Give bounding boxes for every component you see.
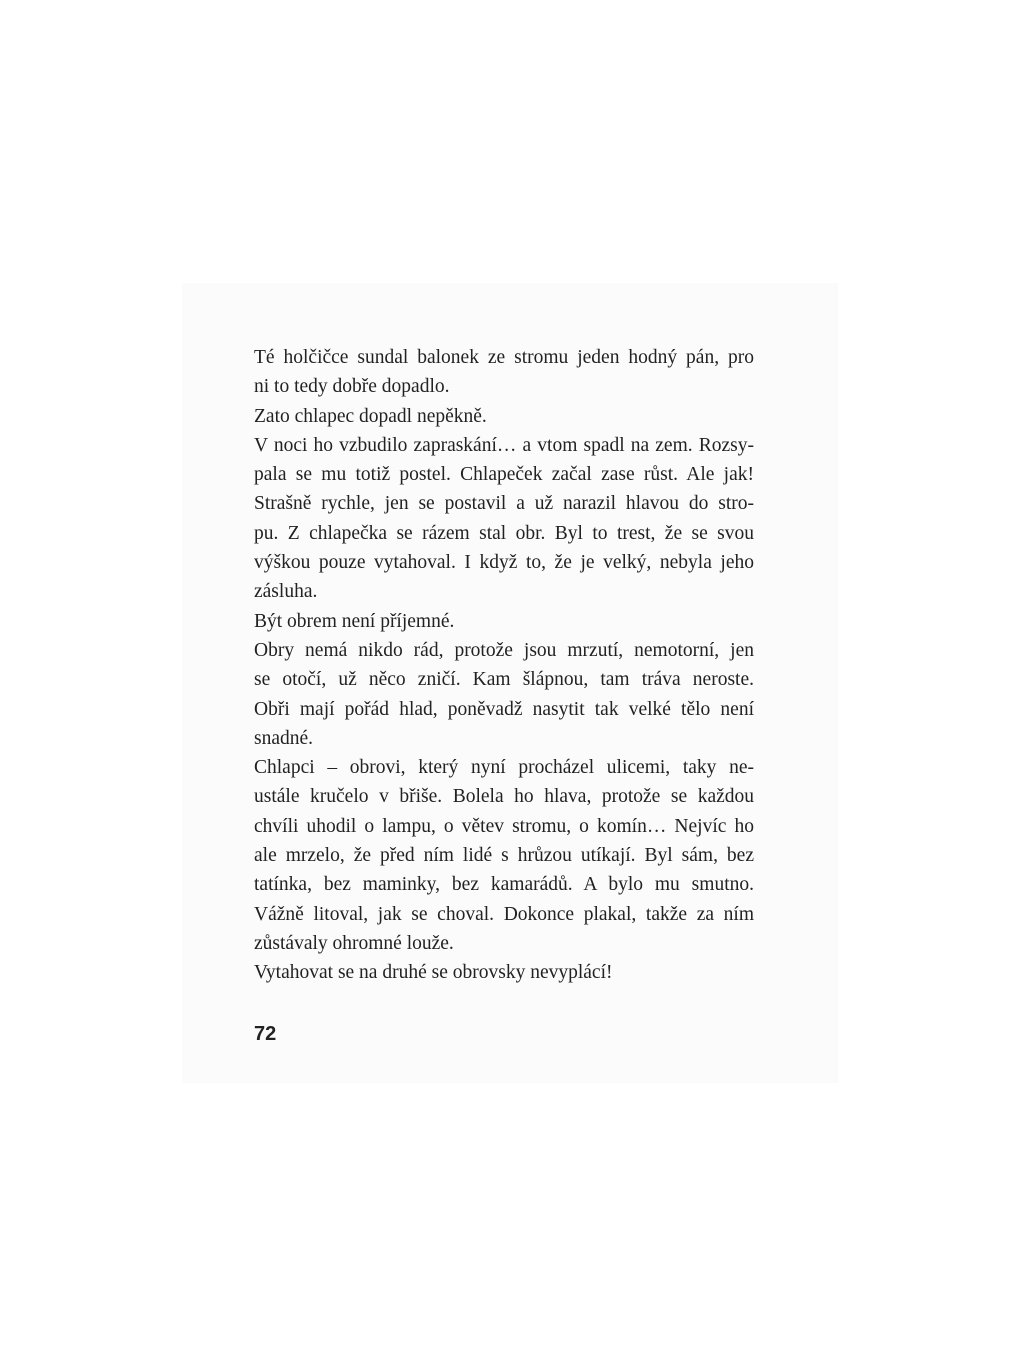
text-line: Vytahovat se na druhé se obrovsky nevyplácí! [254, 962, 613, 984]
text-line: pala se mu totiž postel. Chlapeček začal zase růst. Ale jak! [254, 464, 754, 486]
text-line: snadné. [254, 727, 314, 749]
text-line: Té holčičce sundal balonek ze stromu jeden hodný pán, pro [254, 347, 754, 368]
text-line: výškou pouze vytahoval. I když to, že je velký, nebyla jeho [254, 552, 754, 574]
text-line: Chlapci – obrovi, který nyní procházel ulicemi, taky ne- [254, 757, 754, 779]
text-line: ale mrzelo, že před ním lidé s hrůzou utíkají. Byl sám, bez [254, 845, 754, 867]
text-line: Obry nemá nikdo rád, protože jsou mrzutí, nemotorní, jen [254, 639, 754, 661]
text-line: Strašně rychle, jen se postavil a už narazil hlavou do stro- [254, 493, 754, 515]
text-line: zůstávaly ohromné louže. [254, 932, 454, 954]
text-line: zásluha. [254, 581, 318, 603]
page-number: 72 [254, 1023, 277, 1045]
text-line: Vážně litoval, jak se choval. Dokonce plakal, takže za ním [254, 903, 754, 925]
text-line: Zato chlapec dopadl nepěkně. [254, 405, 487, 427]
text-line: V noci ho vzbudilo zapraskání… a vtom spadl na zem. Rozsy- [254, 434, 754, 456]
text-line: ni to tedy dobře dopadlo. [254, 376, 450, 398]
text-line: Obři mají pořád hlad, poněvadž nasytit tak velké tělo není [254, 698, 754, 720]
text-line: se otočí, už něco zničí. Kam šlápnou, tam tráva neroste. [254, 669, 754, 691]
story-text [254, 343, 754, 988]
text-line: tatínka, bez maminky, bez kamarádů. A bylo mu smutno. [254, 874, 754, 896]
text-line: ustále kručelo v břiše. Bolela ho hlava, protože se každou [254, 786, 754, 808]
text-line: pu. Z chlapečka se rázem stal obr. Byl to trest, že se svou [254, 522, 754, 544]
text-line: chvíli uhodil o lampu, o větev stromu, o komín… Nejvíc ho [254, 815, 754, 837]
text-line: Být obrem není příjemné. [254, 610, 455, 632]
